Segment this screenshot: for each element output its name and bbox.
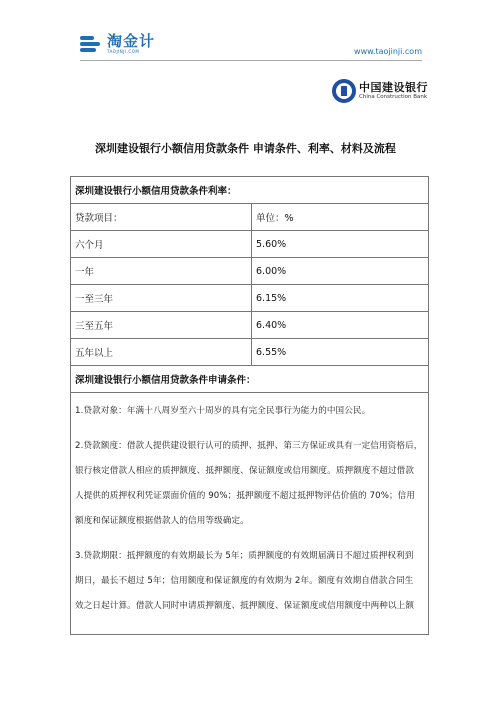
- paragraph-line: 额度和保证额度根据借款人的信用等级确定。: [75, 516, 249, 526]
- paragraph-line: 效之日起计算。借款人同时申请质押额度、抵押额度、保证额度或信用额度中两种以上额: [75, 601, 415, 611]
- rate-term: 一年: [71, 258, 252, 285]
- condition-paragraph-2: [75, 434, 424, 534]
- rates-header-row: [71, 204, 429, 231]
- paragraph-line: 期日，最长不超过 5年；信用额度和保证额度的有效期为 2年。额度有效期自借款合同生: [75, 576, 414, 586]
- rate-value: 6.55%: [252, 339, 429, 366]
- table-row: [71, 312, 429, 339]
- conditions-body-row: [71, 393, 429, 635]
- loan-info-table: [70, 176, 429, 635]
- rates-column-term: 贷款项目：: [71, 204, 252, 231]
- conditions-section-heading-row: [71, 366, 429, 393]
- brand-logo[interactable]: [80, 34, 155, 54]
- page-header: [0, 0, 500, 70]
- conditions-body: [71, 393, 429, 635]
- header-divider: [80, 60, 422, 61]
- ccb-emblem-icon: [332, 79, 356, 103]
- table-row: [71, 285, 429, 312]
- rates-section-heading-row: [71, 177, 429, 204]
- brand-name: 淘金计: [107, 32, 156, 50]
- bank-name-en: China Construction Bank: [359, 94, 428, 101]
- paragraph-line: 1.贷款对象：年满十八周岁至六十周岁的具有完全民事行为能力的中国公民。: [75, 406, 371, 416]
- brand-logo-icon: [80, 35, 102, 53]
- condition-paragraph-1: [75, 399, 424, 424]
- rate-term: 三至五年: [71, 312, 252, 339]
- rates-section-heading: 深圳建设银行小额信用贷款条件利率：: [71, 177, 429, 204]
- rate-term: 五年以上: [71, 339, 252, 366]
- rate-term: 六个月: [71, 231, 252, 258]
- paragraph-line: 银行核定借款人相应的质押额度、抵押额度、保证额度或信用额度。质押额度不超过借款: [75, 466, 415, 476]
- brand-domain: TAOJINJI.COM: [107, 49, 140, 54]
- bank-logo: [332, 79, 428, 103]
- paragraph-line: 2.贷款额度：借款人提供建设银行认可的质押、抵押、第三方保证或具有一定信用资格后，: [75, 441, 423, 451]
- paragraph-line: 3.贷款期限：抵押额度的有效期最长为 5年；质押额度的有效期届满日不超过质押权利到: [75, 551, 414, 561]
- conditions-section-heading: 深圳建设银行小额信用贷款条件申请条件：: [71, 366, 429, 393]
- rate-term: 一至三年: [71, 285, 252, 312]
- site-url-link[interactable]: www.taojinji.com: [354, 47, 422, 56]
- table-row: [71, 258, 429, 285]
- bank-name-cn: 中国建设银行: [359, 80, 428, 94]
- rate-value: 6.15%: [252, 285, 429, 312]
- condition-paragraph-3: [75, 544, 424, 619]
- paragraph-line: 人提供的质押权利凭证票面价值的 90%；抵押额度不超过抵押物评估价值的 70%；信用: [75, 491, 416, 501]
- table-row: [71, 231, 429, 258]
- rate-value: 6.00%: [252, 258, 429, 285]
- table-row: [71, 339, 429, 366]
- document-title: 深圳建设银行小额信用贷款条件 申请条件、利率、材料及流程: [95, 142, 396, 155]
- rates-column-unit: 单位：%: [252, 204, 429, 231]
- rate-value: 6.40%: [252, 312, 429, 339]
- rate-value: 5.60%: [252, 231, 429, 258]
